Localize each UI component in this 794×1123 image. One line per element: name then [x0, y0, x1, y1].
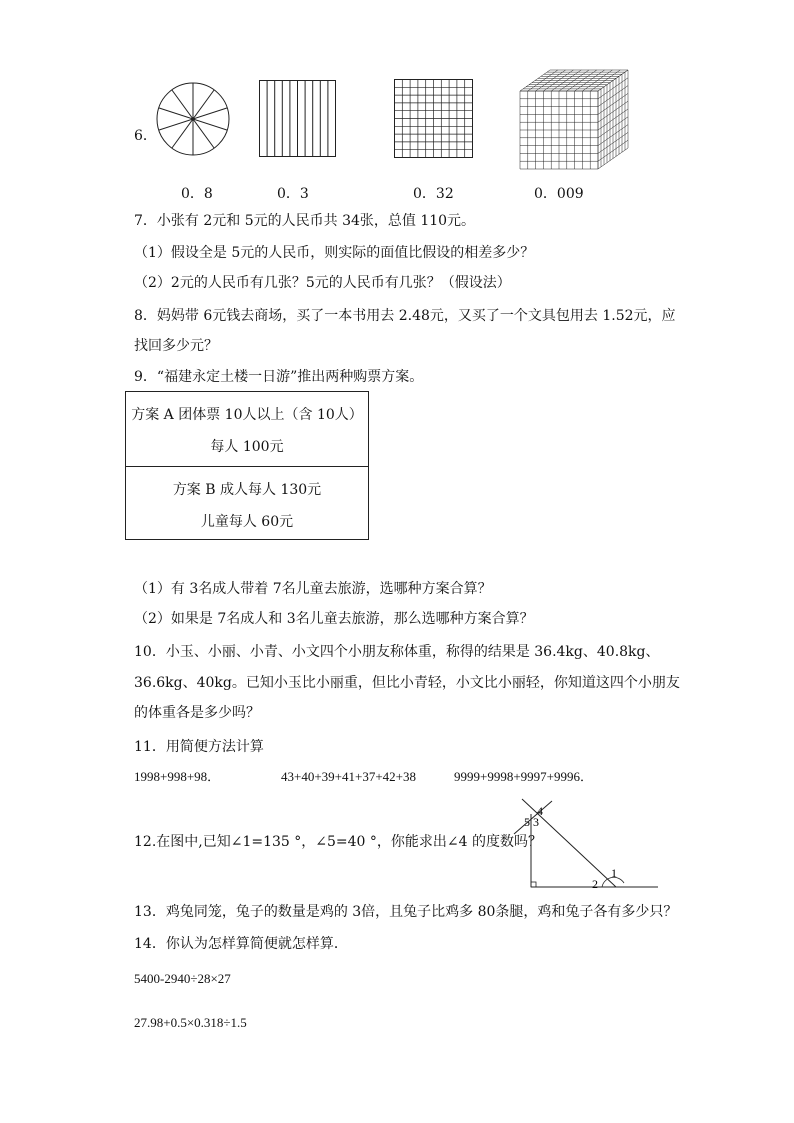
plan-divider: [126, 466, 368, 467]
plan-b-line2: 儿童每人 60元: [200, 514, 294, 530]
ticket-plan-table: [125, 391, 369, 540]
q7-sub1: （1）假设全是 5元的人民币，则实际的面值比假设的相差多少？: [134, 245, 535, 261]
q11-stem: 11．用简便方法计算: [134, 739, 264, 755]
q9-sub1: （1）有 3名成人带着 7名儿童去旅游，选哪种方案合算？: [134, 581, 492, 597]
q9-sub2: （2）如果是 7名成人和 3名儿童去旅游，那么选哪种方案合算？: [134, 611, 534, 627]
angle-label-4: 4: [537, 804, 543, 818]
q10-line1: 10．小玉、小丽、小青、小文四个小朋友称体重，称得的结果是 36.4kg、40.8kg、: [134, 644, 660, 660]
q11-expr3: 9999+9998+9997+9996．: [454, 769, 593, 784]
angle-label-2: 2: [592, 877, 598, 891]
figure-label-1: 0．8: [181, 186, 213, 202]
q6-number: 6．: [134, 128, 157, 144]
q14-expr1: 5400-2940÷28×27: [134, 971, 231, 986]
angle-label-3: 3: [533, 815, 539, 829]
plan-a-line2: 每人 100元: [210, 439, 284, 455]
plan-a-line1: 方案 A 团体票 10人以上（含 10人）: [131, 407, 363, 423]
angle-label-1: 1: [611, 866, 617, 880]
q8-line2: 找回多少元？: [134, 338, 218, 354]
q11-expr2: 43+40+39+41+37+42+38: [281, 769, 416, 784]
q9-stem: 9．“福建永定土楼一日游”推出两种购票方案。: [134, 369, 424, 385]
grid-hundredths-figure: [394, 79, 474, 159]
angle-triangle-figure: [506, 798, 662, 893]
figure-label-4: 0．009: [534, 186, 584, 202]
angle-label-5: 5: [524, 815, 530, 829]
q11-expr1: 1998+998+98．: [134, 769, 221, 784]
q10-line3: 的体重各是多少吗？: [134, 705, 260, 721]
q14-stem: 14．你认为怎样算简便就怎样算．: [134, 936, 348, 952]
q12-stem: 12.在图中,已知∠1=135 °，∠5=40 °，你能求出∠4 的度数吗？: [134, 834, 542, 850]
q10-line2: 36.6kg、40kg。已知小玉比小丽重，但比小青轻，小文比小丽轻，你知道这四个小朋友: [134, 675, 680, 691]
q14-expr2: 27.98+0.5×0.318÷1.5: [134, 1015, 247, 1030]
circle-tenths-figure: [155, 81, 231, 157]
cube-thousandths-figure: [519, 68, 631, 170]
q13-stem: 13．鸡兔同笼，兔子的数量是鸡的 3倍，且兔子比鸡多 80条腿，鸡和兔子各有多少只？: [134, 904, 678, 920]
figure-label-3: 0．32: [413, 186, 454, 202]
square-tenths-figure: [259, 80, 339, 158]
q8-line1: 8．妈妈带 6元钱去商场，买了一本书用去 2.48元，又买了一个文具包用去 1.52元，应: [134, 308, 676, 324]
figure-label-2: 0．3: [277, 186, 309, 202]
q7-stem: 7．小张有 2元和 5元的人民币共 34张，总值 110元。: [134, 213, 476, 229]
plan-b-line1: 方案 B 成人每人 130元: [172, 482, 322, 498]
q7-sub2: （2）2元的人民币有几张？5元的人民币有几张？（假设法）: [134, 275, 511, 291]
